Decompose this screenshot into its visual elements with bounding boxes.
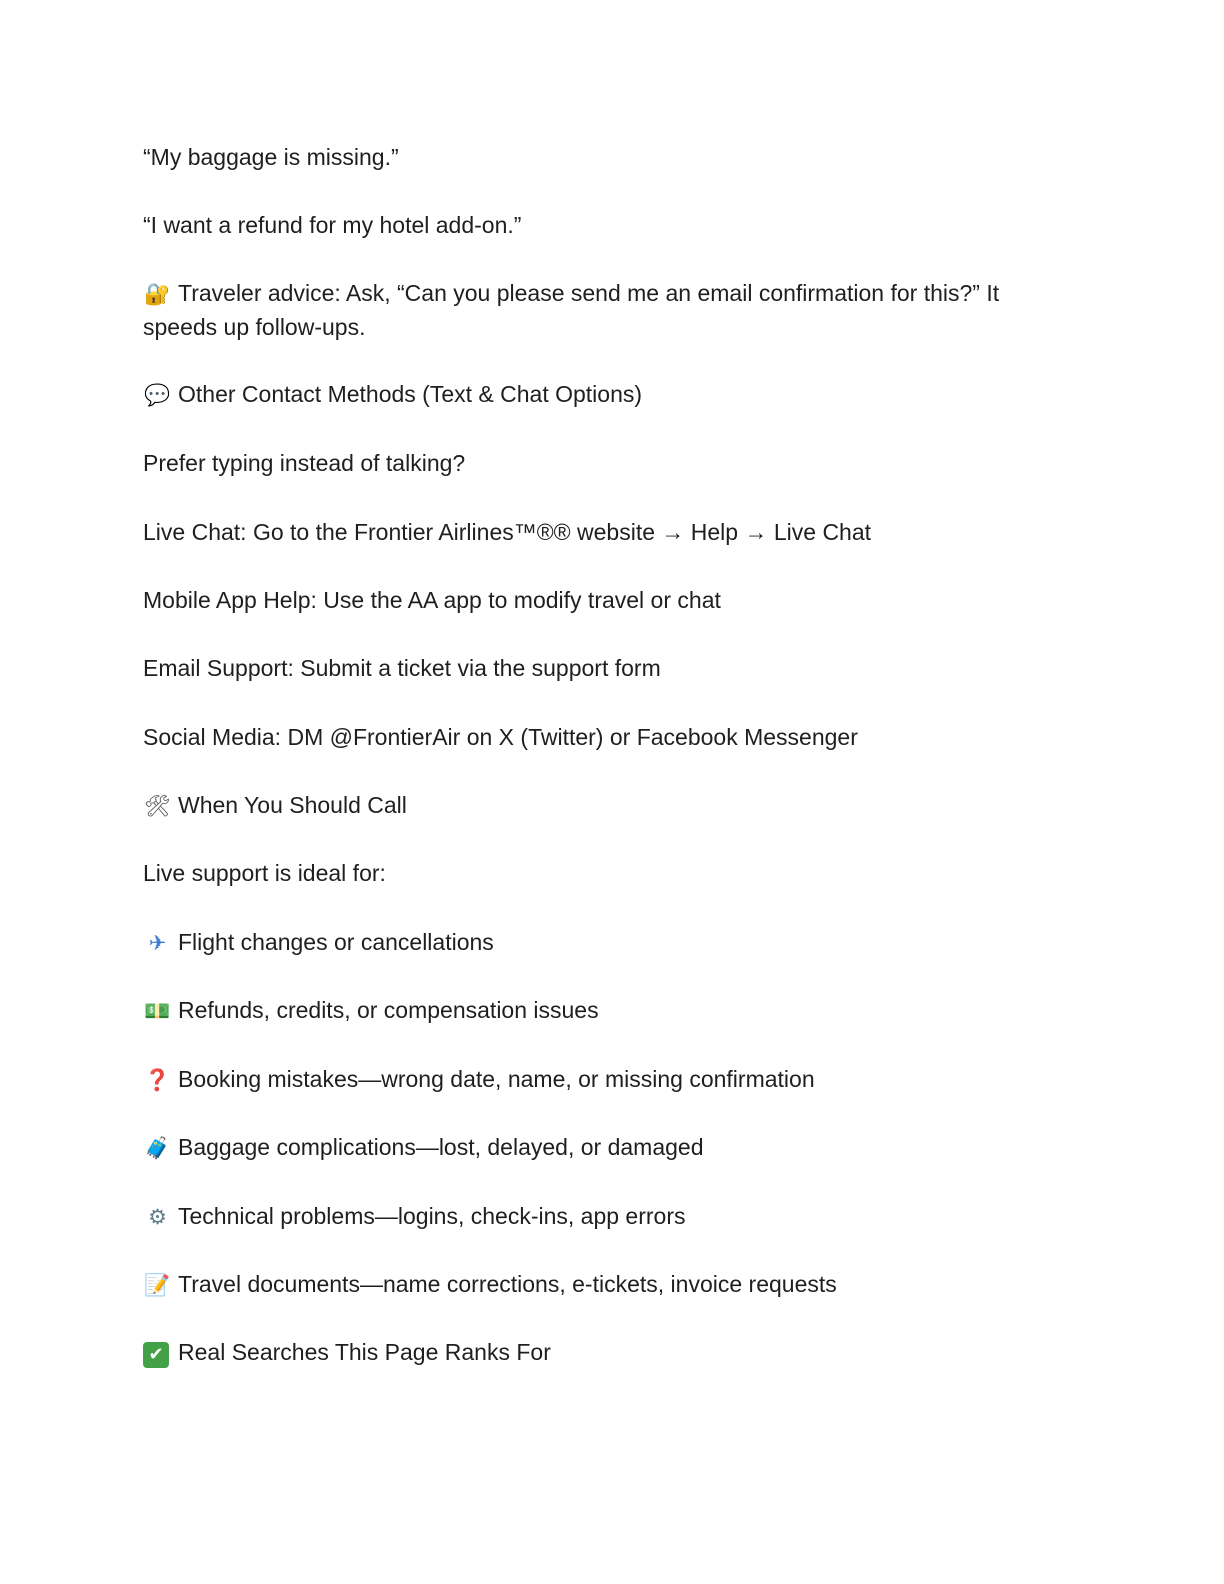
lock-icon: 🔐 xyxy=(144,282,171,306)
memo-icon: 📝 xyxy=(144,1273,171,1297)
money-icon: 💵 xyxy=(144,999,171,1023)
heading-real-searches: ✔ Real Searches This Page Ranks For xyxy=(143,1336,1043,1369)
speech-bubble-icon: 💬 xyxy=(144,383,171,407)
heading-when-you-should-call: 🛠 When You Should Call xyxy=(143,789,1043,823)
email-support-item: Email Support: Submit a ticket via the support form xyxy=(143,655,661,681)
social-media-item: Social Media: DM @FrontierAir on X (Twitter) or Facebook Messenger xyxy=(143,724,858,750)
check-mark-icon: ✔ xyxy=(143,1342,169,1368)
list-item-technical: ⚙ Technical problems—logins, check-ins, app errors xyxy=(143,1200,1043,1234)
list-item-booking-mistakes: ❓ Booking mistakes—wrong date, name, or missing confirmation xyxy=(143,1063,1043,1097)
mobile-app-help-item: Mobile App Help: Use the AA app to modify travel or chat xyxy=(143,587,721,613)
live-support-ideal: Live support is ideal for: xyxy=(143,860,386,886)
heading-other-contact-methods: 💬 Other Contact Methods (Text & Chat Options) xyxy=(143,378,1043,412)
list-item-travel-documents: 📝 Travel documents—name corrections, e-tickets, invoice requests xyxy=(143,1268,1043,1302)
list-item-flight-changes: ✈ Flight changes or cancellations xyxy=(143,926,1043,960)
question-mark-icon: ❓ xyxy=(144,1068,171,1092)
list-item-baggage: 🧳 Baggage complications—lost, delayed, or damaged xyxy=(143,1131,1043,1165)
airplane-icon: ✈ xyxy=(148,931,167,955)
prefer-typing: Prefer typing instead of talking? xyxy=(143,450,466,476)
quote-baggage-missing: “My baggage is missing.” xyxy=(143,144,399,170)
luggage-icon: 🧳 xyxy=(144,1136,171,1160)
quote-refund-hotel: “I want a refund for my hotel add-on.” xyxy=(143,212,522,238)
gear-icon: ⚙ xyxy=(148,1205,167,1229)
traveler-advice: 🔐 Traveler advice: Ask, “Can you please send me an email confirmation for this?” It speeds up follow-ups. xyxy=(143,280,1000,340)
list-item-refunds: 💵 Refunds, credits, or compensation issues xyxy=(143,994,1043,1028)
tools-icon: 🛠 xyxy=(144,794,171,818)
live-chat-item: Live Chat: Go to the Frontier Airlines™®® website → Help → Live Chat xyxy=(143,519,872,545)
